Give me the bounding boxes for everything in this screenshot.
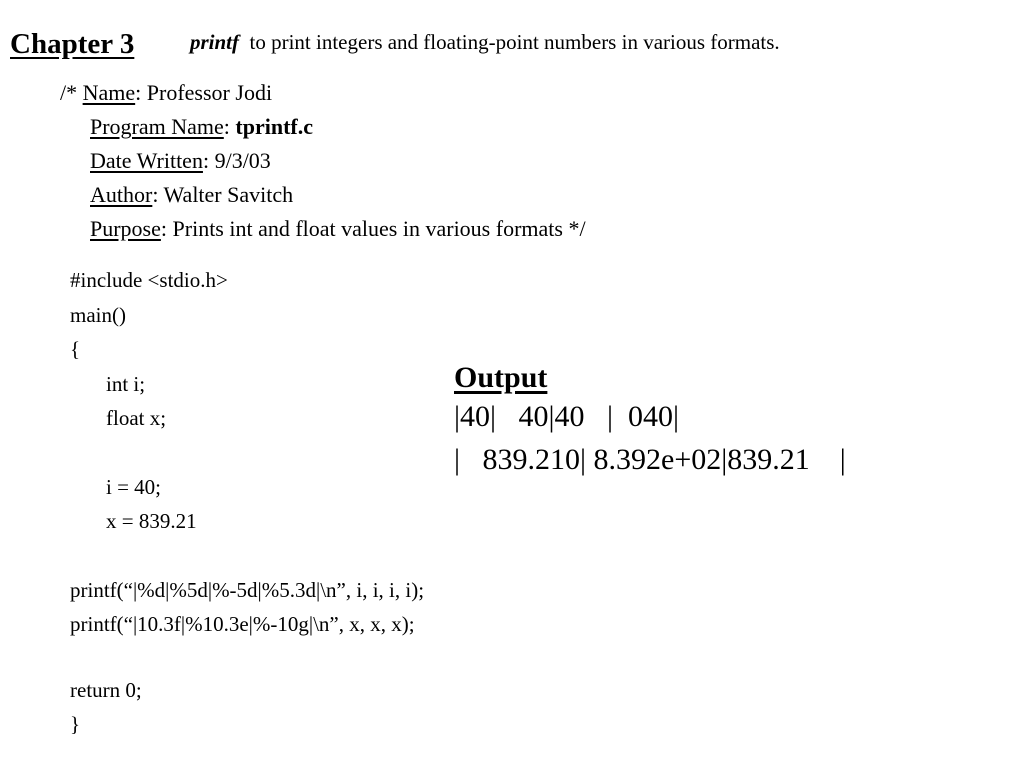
code-line-float-decl: float x; [106,406,167,430]
comment-sep: : [160,216,173,241]
comment-value: Prints int and float values in various formats */ [172,216,586,241]
code-line-close-brace: } [70,712,81,736]
comment-value: Walter Savitch [163,182,294,207]
comment-value: tprintf.c [235,114,314,139]
comment-line-purpose [90,218,586,240]
comment-sep: : [202,148,215,173]
comment-value: 9/3/03 [214,148,271,173]
code-line-return: return 0; [70,678,142,702]
code-line-assign-i: i = 40; [106,475,162,499]
comment-key: Date Written [90,148,203,173]
comment-sep: : [223,114,236,139]
code-line-assign-x: x = 839.21 [106,509,197,533]
comment-line-author [90,184,293,206]
output-line-floats: | 839.210| 8.392e+02|839.21 | [454,443,846,476]
comment-key: Purpose [90,216,161,241]
output-title: Output [454,361,548,394]
comment-line-program-name [90,116,313,138]
comment-key: Program Name [90,114,224,139]
code-line-printf-float: printf(“|10.3f|%10.3e|%-10g|\n”, x, x, x); [70,612,415,636]
code-line-open-brace: { [70,337,81,361]
comment-sep: : [135,80,147,105]
code-line-int-decl: int i; [106,372,146,396]
comment-line-date-written [90,150,271,172]
comment-value: Professor Jodi [146,80,273,105]
subtitle-text: to print integers and floating-point numbers in various formats. [239,30,780,54]
comment-line-name [60,82,272,104]
comment-key: Name [82,80,136,105]
chapter-title: Chapter 3 [10,28,135,60]
output-line-integers: |40| 40|40 | 040| [454,400,680,433]
code-line-main: main() [70,303,126,327]
subtitle-emphasis: printf [190,30,240,54]
comment-key: Author [90,182,153,207]
code-line-printf-int: printf(“|%d|%5d|%-5d|%5.3d|\n”, i, i, i, i); [70,578,425,602]
code-line-include: #include <stdio.h> [70,268,228,292]
slide-subtitle [190,32,780,53]
comment-sep: : [152,182,164,207]
comment-open: /* [60,80,83,105]
